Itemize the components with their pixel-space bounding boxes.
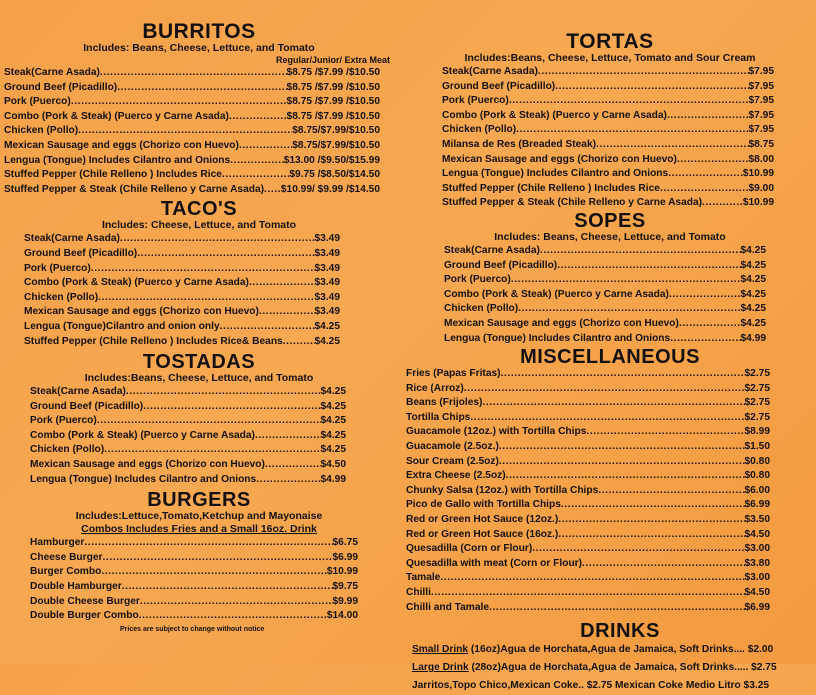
misc-list [404,367,816,615]
item-price: $4.50 [320,459,346,471]
leader-dots [516,123,748,138]
item-price: $4.25 [320,415,346,427]
item-name: Chilli [406,587,431,598]
item-price: $1.50 [744,441,770,453]
item-price: $13.00 /$9.50/$15.99 [283,154,380,166]
item-price: $7.95 [748,80,774,92]
leader-dots [509,94,749,109]
misc-item [406,455,770,470]
leader-dots [670,332,740,347]
burgers-combos: Combos Includes Fries and a Small 16oz. Drink [81,523,317,536]
item-price: $6.99 [744,601,770,613]
item-name: Chunky Salsa (12oz.) with Tortilla Chips [406,484,599,496]
item-price: $4.50 [744,528,770,540]
item-price: $8.75 /$7.99 /$10.50 [286,81,380,93]
item-price: $2.75 [744,382,770,394]
misc-item [406,367,770,382]
misc-item [406,396,770,411]
item-price: $7.95 [748,124,774,136]
item-price: $2.75 [744,411,770,423]
leader-dots [501,367,745,382]
leader-dots [557,259,740,274]
item-price: $8.75 /$7.99 /$10.50 [286,67,380,78]
sopes-title: SOPES [574,209,646,232]
misc-title: MISCELLANEOUS [520,346,700,369]
leader-dots [239,139,292,154]
misc-item [406,469,770,484]
burritos-item [4,95,380,110]
burritos-item [4,154,380,169]
item-name: Sour Cream (2.5oz) [406,455,499,467]
item-name: Stuffed Pepper (Chile Relleno ) Includes Rice [442,182,660,194]
leader-dots [100,66,287,81]
item-price: $8.75 /$7.99 /$10.50 [286,96,380,108]
item-price: $2.75 [744,368,770,380]
item-price: $10.99/ $9.99 /$14.50 [280,183,380,195]
item-name: Tamale [406,572,441,584]
tostadas-item [30,400,346,415]
item-name: Pork (Puerco) [30,415,97,427]
leader-dots [98,291,314,306]
item-price: $4.25 [740,274,766,286]
tortas-item [442,138,774,153]
item-price: $4.99 [740,332,766,344]
item-price: $4.25 [320,400,346,412]
item-name: Chicken (Pollo) [444,303,519,315]
item-name: Cheese Burger [30,551,103,563]
item-price: $4.25 [740,317,766,329]
tacos-item [24,320,340,335]
tortas-includes: Includes:Beans, Cheese, Lettuce, Tomato and Sour Cream [464,52,756,64]
leader-dots [283,335,315,350]
misc-item [406,513,770,528]
leader-dots [78,124,292,139]
tostadas-list [0,385,398,487]
item-price: $4.99 [320,473,346,485]
sopes-item [444,259,766,274]
sopes-item [444,302,766,317]
item-name: Ground Beef (Picadillo) [442,80,556,92]
item-price: $8.75/$7.99/$10.50 [292,125,380,137]
item-price: $8.00 [748,153,774,165]
item-price: $9.75 /$8.50/$14.50 [289,169,380,181]
sopes-item [444,288,766,303]
tortas-item [442,109,774,124]
leader-dots [702,196,743,211]
tortas-item [442,65,774,80]
misc-item [406,557,770,572]
item-price: $8.75/$7.99/$10.50 [292,139,380,151]
misc-item [406,542,770,557]
tostadas-includes: Includes:Beans, Cheese, Lettuce, and Tomato [84,372,314,385]
tacos-item [24,232,340,247]
item-price: $3.49 [314,291,340,303]
leader-dots [470,411,744,426]
leader-dots [256,473,320,488]
item-price: $0.80 [744,455,770,467]
tacos-list [0,232,398,349]
burritos-item [4,124,380,139]
tortas-item [442,123,774,138]
item-price: $9.99 [332,595,358,607]
leader-dots [431,586,745,601]
item-name: Steak(Carne Asada) [4,67,100,78]
leader-dots [518,302,740,317]
leader-dots [677,153,749,168]
burgers-item [30,551,358,566]
tacos-item [24,276,340,291]
item-price: $7.95 [748,66,774,77]
tacos-item [24,335,340,350]
leader-dots [561,498,745,513]
item-price: $3.49 [314,277,340,289]
leader-dots [84,536,332,551]
item-name: Combo (Pork & Steak) (Puerco y Carne Asada) [4,110,229,122]
tortas-item [442,182,774,197]
sopes-list [404,244,816,346]
item-name: Stuffed Pepper & Steak (Chile Relleno y Carne Asada) [4,183,265,195]
tortas-list [404,65,816,211]
leader-dots [264,183,281,198]
misc-item [406,411,770,426]
burritos-item [4,183,380,198]
misc-item [406,498,770,513]
item-price: $3.49 [314,262,340,274]
leader-dots [582,557,744,572]
item-name: Steak(Carne Asada) [442,66,538,77]
item-name: Ground Beef (Picadillo) [30,400,144,412]
item-name: Red or Green Hot Sauce (12oz.) [406,514,559,526]
misc-item [406,440,770,455]
leader-dots [71,95,287,110]
leader-dots [506,469,745,484]
leader-dots [586,425,744,440]
item-name: Ground Beef (Picadillo) [4,81,118,93]
item-name: Quesadilla (Corn or Flour) [406,543,533,555]
leader-dots [558,513,744,528]
tortas-item [442,167,774,182]
burgers-list [0,536,398,624]
tacos-title: TACO'S [160,198,238,221]
left-column [0,0,398,624]
leader-dots [120,232,315,247]
leader-dots [499,440,745,455]
leader-dots [489,601,744,616]
item-name: Fries (Papas Fritas) [406,368,501,380]
leader-dots [91,262,315,277]
leader-dots [117,81,286,96]
burritos-item [4,139,380,154]
leader-dots [265,458,321,473]
item-name: Combo (Pork & Steak) (Puerco y Carne Asada) [24,277,249,289]
tortas-item [442,196,774,211]
item-name: Hamburger [30,537,85,549]
item-name: Pico de Gallo with Tortilla Chips [406,499,561,511]
leader-dots [230,154,283,169]
large-drink-row [412,659,816,677]
leader-dots [259,305,315,320]
small-drink-row [412,641,816,659]
item-name: Tortilla Chips [406,411,471,423]
leader-dots [97,414,321,429]
item-price: $6.99 [744,499,770,511]
sopes-item [444,273,766,288]
misc-item [406,586,770,601]
leader-dots [598,484,744,499]
tortas-title: TORTAS [566,30,654,53]
item-price: $3.49 [314,306,340,318]
item-name: Extra Cheese (2.5oz) [406,470,506,482]
item-name: Mexican Sausage and eggs (Chorizo con Huevo) [4,139,239,151]
burritos-sizes: Regular/Junior/ Extra Meat [275,55,390,65]
item-name: Rice (Arroz) [406,382,464,394]
tostadas-item [30,473,346,488]
item-name: Combo (Pork & Steak) (Puerco y Carne Asada) [442,109,667,121]
item-name: Stuffed Pepper (Chile Relleno ) Includes Rice& Beans [24,335,283,347]
leader-dots [220,320,315,335]
leader-dots [101,565,327,580]
item-price: $7.95 [748,109,774,121]
drinks-title: DRINKS [580,620,660,643]
leader-dots [139,609,327,624]
burgers-item [30,595,358,610]
item-price: $9.00 [748,182,774,194]
item-name: Ground Beef (Picadillo) [444,259,558,271]
leader-dots [669,288,741,303]
item-name: Double Burger Combo [30,610,139,622]
item-price: $6.75 [332,537,358,549]
item-price: $4.25 [740,244,766,256]
item-name: Pork (Puerco) [444,274,511,286]
right-column [404,0,816,695]
item-price: $10.99 [742,168,774,180]
item-price: $14.00 [326,610,358,622]
item-name: Lengua (Tongue) Includes Cilantro and Onions [444,332,671,344]
item-name: Double Cheese Burger [30,595,140,607]
misc-item [406,571,770,586]
burritos-item [4,110,380,125]
item-name: Mexican Sausage and eggs (Chorizo con Huevo) [30,459,265,471]
item-price: $10.99 [326,566,358,578]
item-name: Stuffed Pepper (Chile Relleno ) Includes Rice [4,169,222,181]
burgers-item [30,565,358,580]
item-name: Chicken (Pollo) [30,444,105,456]
item-price: $3.49 [314,247,340,259]
item-name: Pork (Puerco) [24,262,91,274]
leader-dots [249,276,315,291]
leader-dots [540,244,741,259]
small-drink-details: (16oz)Agua de Horchata,Agua de Jamaica, Soft Drinks.... $2.00 [468,644,774,656]
item-name: Lengua (Tongue) Includes Cilantro and Onions [30,473,257,485]
leader-dots [555,80,748,95]
item-name: Double Hamburger [30,581,122,593]
leader-dots [229,110,287,125]
burritos-title: BURRITOS [142,20,256,43]
item-price: $4.25 [320,386,346,398]
burritos-item [4,168,380,183]
tacos-item [24,291,340,306]
item-price: $4.25 [320,429,346,441]
item-name: Chilli and Tamale [406,601,490,613]
leader-dots [440,571,744,586]
tostadas-item [30,429,346,444]
sopes-item [444,332,766,347]
item-price: $3.00 [744,543,770,555]
sopes-item [444,244,766,259]
leader-dots [140,595,333,610]
leader-dots [538,65,749,80]
item-price: $8.75 [748,138,774,150]
item-name: Pork (Puerco) [4,96,71,108]
burritos-item [4,81,380,96]
burritos-list [0,66,398,197]
tortas-item [442,153,774,168]
tostadas-item [30,443,346,458]
leader-dots [255,429,321,444]
item-price: $4.25 [320,444,346,456]
item-name: Combo (Pork & Steak) (Puerco y Carne Asada) [30,429,255,441]
tacos-item [24,247,340,262]
burgers-item [30,536,358,551]
tostadas-item [30,458,346,473]
item-name: Chicken (Pollo) [442,124,517,136]
item-price: $6.99 [332,551,358,563]
small-drink-label: Small Drink [412,644,469,656]
item-price: $9.75 [332,581,358,593]
item-price: $4.25 [740,288,766,300]
item-name: Milansa de Res (Breaded Steak) [442,138,597,150]
burgers-includes: Includes:Lettuce,Tomato,Ketchup and Mayonaise [75,510,323,523]
leader-dots [532,542,744,557]
leader-dots [126,385,321,400]
burgers-title: BURGERS [147,489,251,512]
leader-dots [102,551,332,566]
item-name: Lengua (Tongue) Includes Cilantro and Onions [4,154,231,166]
item-price: $4.25 [740,303,766,315]
misc-item [406,382,770,397]
tacos-item [24,262,340,277]
tostadas-item [30,385,346,400]
item-price: $10.99 [742,197,774,209]
item-name: Pork (Puerco) [442,95,509,107]
item-name: Mexican Sausage and eggs (Chorizo con Huevo) [444,317,679,329]
item-name: Chicken (Pollo) [24,291,99,303]
item-price: $3.80 [744,557,770,569]
misc-item [406,484,770,499]
item-name: Combo (Pork & Steak) (Puerco y Carne Asada) [444,288,669,300]
item-price: $4.25 [314,320,340,332]
burritos-includes: Includes: Beans, Cheese, Lettuce, and Tomato [83,42,315,54]
leader-dots [667,109,749,124]
tostadas-item [30,414,346,429]
large-drink-label: Large Drink [412,662,469,674]
item-price: $0.80 [744,470,770,482]
item-price: $4.25 [314,335,340,347]
misc-item [406,425,770,440]
item-name: Guacamole (12oz.) with Tortilla Chips [406,426,587,438]
item-price: $3.49 [314,233,340,245]
item-price: $7.95 [748,95,774,107]
leader-dots [660,182,749,197]
item-name: Steak(Carne Asada) [444,244,540,256]
item-price: $3.50 [744,514,770,526]
tortas-item [442,80,774,95]
misc-item [406,601,770,616]
leader-dots [122,580,333,595]
burgers-item [30,609,358,624]
sopes-includes: Includes: Beans, Cheese, Lettuce, and Tomato [494,230,726,243]
leader-dots [679,317,741,332]
drinks-list [404,641,816,695]
item-name: Steak(Carne Asada) [24,233,120,245]
tacos-item [24,305,340,320]
item-name: Mexican Sausage and eggs (Chorizo con Huevo) [442,153,677,165]
burritos-item [4,66,380,81]
leader-dots [222,168,289,183]
item-name: Chicken (Pollo) [4,125,79,137]
large-drink-details: (28oz)Agua de Horchata,Agua de Jamaica, Soft Drinks..... $2.75 [468,662,777,674]
item-name: Ground Beef (Picadillo) [24,247,138,259]
item-name: Steak(Carne Asada) [30,386,126,398]
leader-dots [558,528,744,543]
tortas-item [442,94,774,109]
leader-dots [104,443,320,458]
item-price: $4.50 [744,587,770,598]
item-name: Red or Green Hot Sauce (16oz.) [406,528,559,540]
item-name: Quesadilla with meat (Corn or Flour) [406,557,583,569]
sopes-item [444,317,766,332]
leader-dots [464,382,745,397]
item-name: Beans (Frijoles) [406,397,483,409]
leader-dots [482,396,744,411]
item-name: Mexican Sausage and eggs (Chorizo con Huevo) [24,306,259,318]
item-price: $2.75 [744,397,770,409]
item-price: $8.99 [744,426,770,438]
tostadas-title: TOSTADAS [142,351,256,374]
price-note: Prices are subject to change without notice [120,626,265,633]
item-name: Guacamole (2.5oz.) [406,441,499,453]
burgers-item [30,580,358,595]
misc-item [406,528,770,543]
leader-dots [668,167,743,182]
leader-dots [596,138,748,153]
item-name: Stuffed Pepper & Steak (Chile Relleno y Carne Asada) [442,197,703,209]
tacos-includes: Includes: Cheese, Lettuce, and Tomato [101,219,297,232]
item-name: Lengua (Tongue)Cilantro and onion only [24,320,220,332]
other-drinks-row: Jarritos,Topo Chico,Mexican Coke.. $2.75 Mexican Coke Medio Litro $3.25 [412,680,770,692]
leader-dots [499,455,745,470]
leader-dots [137,247,314,262]
leader-dots [143,400,320,415]
item-price: $4.25 [740,259,766,271]
item-price: $3.00 [744,572,770,584]
item-name: Lengua (Tongue) Includes Cilantro and Onions [442,168,669,180]
leader-dots [511,273,741,288]
item-price: $6.00 [744,484,770,496]
item-name: Burger Combo [30,566,102,578]
item-price: $8.75 /$7.99 /$10.50 [286,110,380,122]
